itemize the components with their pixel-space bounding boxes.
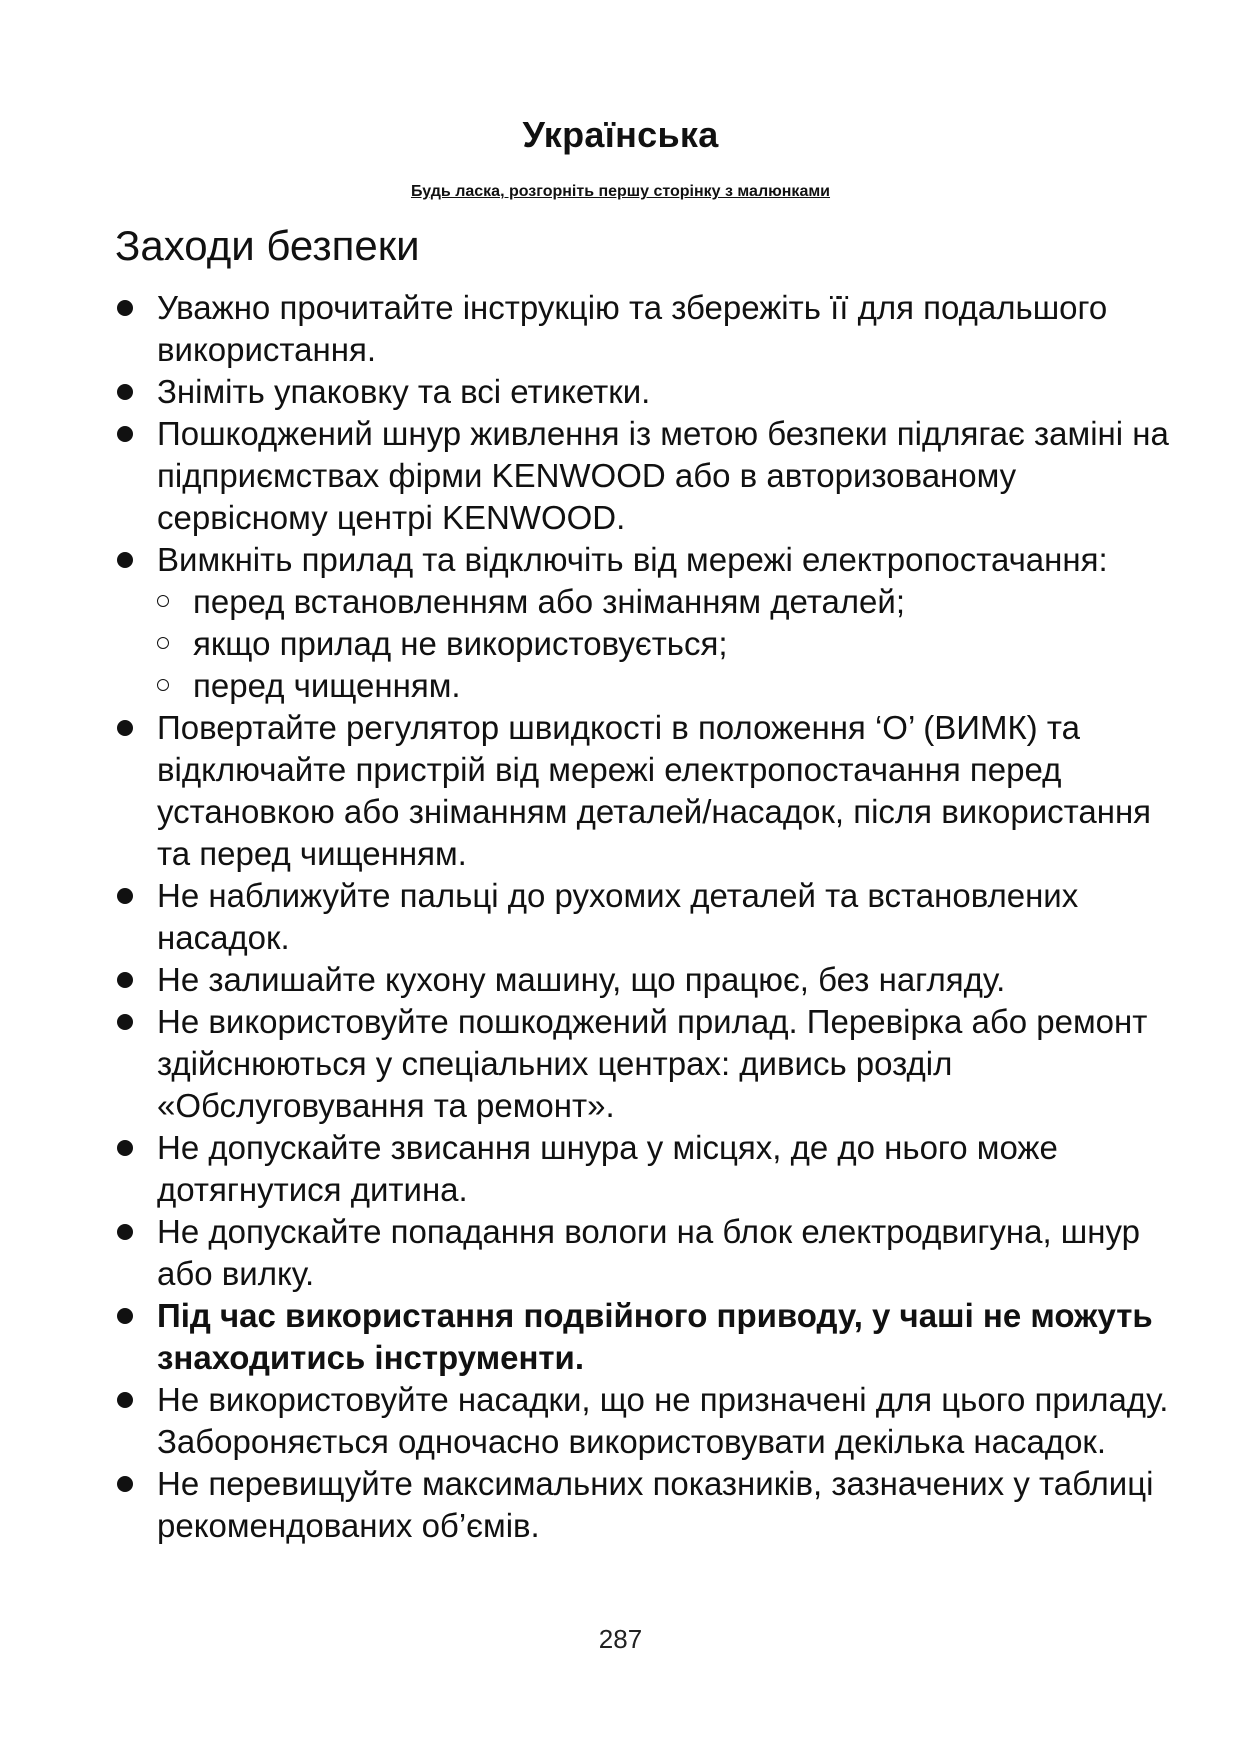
safety-rule-text: Не наближуйте пальці до рухомих деталей та встановлених насадок. — [157, 877, 1079, 956]
safety-rule-text: Уважно прочитайте інструкцію та збережіть її для подальшого використання. — [157, 289, 1108, 368]
bullet-icon — [117, 888, 133, 904]
bullet-icon — [117, 1392, 133, 1408]
safety-rules-list — [0, 287, 1241, 1547]
safety-rule — [0, 1127, 1241, 1211]
sub-list-item — [157, 665, 1181, 707]
safety-rule — [0, 959, 1241, 1001]
page-number: 287 — [598, 1624, 643, 1654]
sub-list-item-text: якщо прилад не використовується; — [193, 625, 728, 662]
safety-rule-text: Не залишайте кухону машину, що працює, без нагляду. — [157, 961, 1006, 998]
safety-rule-text: Не використовуйте насадки, що не призначені для цього приладу. Забороняється одночасно використовувати декілька насадок. — [157, 1381, 1169, 1460]
safety-rule-text: Зніміть упаковку та всі етикетки. — [157, 373, 651, 410]
circle-bullet-icon — [157, 595, 169, 607]
safety-rule-text: Не допускайте звисання шнура у місцях, де до нього може дотягнутися дитина. — [157, 1129, 1058, 1208]
safety-rule — [0, 1463, 1241, 1547]
safety-rule-text: Пошкоджений шнур живлення із метою безпеки підлягає заміні на підприємствах фірми KENWOOD або в авторизованому сервісному центрі KENWOOD. — [157, 415, 1169, 536]
safety-rule — [0, 287, 1241, 371]
safety-rule — [0, 1379, 1241, 1463]
safety-rule — [0, 539, 1241, 707]
safety-rule — [0, 1211, 1241, 1295]
safety-rule-text: Повертайте регулятор швидкості в положення ‘O’ (ВИМК) та відключайте пристрій від мережі електропостачання перед установкою або зніманням деталей/насадок, після використання та перед чищенням. — [157, 709, 1152, 872]
safety-rule-text: Не допускайте попадання вологи на блок електродвигуна, шнур або вилку. — [157, 1213, 1140, 1292]
bullet-icon — [117, 1476, 133, 1492]
sub-list-item — [157, 581, 1181, 623]
bullet-icon — [117, 300, 133, 316]
safety-rule — [0, 371, 1241, 413]
unfold-note: Будь ласка, розгорніть першу сторінку з малюнками — [410, 183, 831, 200]
circle-bullet-icon — [157, 679, 169, 691]
bullet-icon — [117, 1224, 133, 1240]
safety-rule-text: Не перевищуйте максимальних показників, зазначених у таблиці рекомендованих об’ємів. — [157, 1465, 1154, 1544]
safety-rule — [0, 875, 1241, 959]
safety-rule-emphasized — [0, 1295, 1241, 1379]
sub-list-item-text: перед чищенням. — [193, 667, 461, 704]
sub-list-item-text: перед встановленням або зніманням деталей; — [193, 583, 906, 620]
bullet-icon — [117, 384, 133, 400]
section-heading: Заходи безпеки — [115, 222, 420, 269]
safety-rule-text: Під час використання подвійного приводу, у чаші не можуть знаходитись інструменти. — [157, 1297, 1153, 1376]
language-title: Українська — [522, 114, 719, 155]
bullet-icon — [117, 1308, 133, 1324]
sub-list — [157, 581, 1181, 707]
safety-rule — [0, 413, 1241, 539]
safety-rule — [0, 707, 1241, 875]
bullet-icon — [117, 972, 133, 988]
safety-rule-text: Не використовуйте пошкоджений прилад. Перевірка або ремонт здійснюються у спеціальних центрах: дивись розділ «Обслуговування та ремонт». — [157, 1003, 1148, 1124]
bullet-icon — [117, 720, 133, 736]
bullet-icon — [117, 1140, 133, 1156]
bullet-icon — [117, 1014, 133, 1030]
sub-list-item — [157, 623, 1181, 665]
safety-rule-text: Вимкніть прилад та відключіть від мережі електропостачання: — [157, 541, 1108, 578]
safety-rule — [0, 1001, 1241, 1127]
bullet-icon — [117, 426, 133, 442]
circle-bullet-icon — [157, 637, 169, 649]
bullet-icon — [117, 552, 133, 568]
